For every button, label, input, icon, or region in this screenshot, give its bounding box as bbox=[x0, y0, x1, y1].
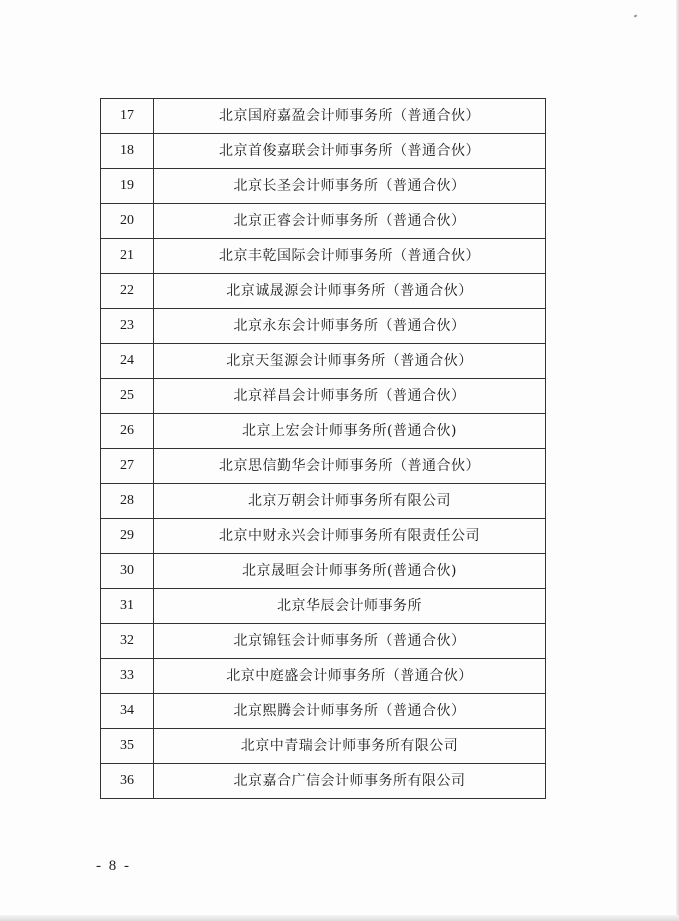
firm-name: 北京永东会计师事务所（普通合伙） bbox=[154, 309, 546, 344]
firm-name: 北京正睿会计师事务所（普通合伙） bbox=[154, 204, 546, 239]
row-number: 27 bbox=[101, 449, 154, 484]
table-row bbox=[101, 764, 546, 799]
table-row bbox=[101, 239, 546, 274]
table-row bbox=[101, 204, 546, 239]
firm-list-body bbox=[101, 99, 546, 799]
row-number: 24 bbox=[101, 344, 154, 379]
table-row bbox=[101, 169, 546, 204]
table-row bbox=[101, 519, 546, 554]
firm-name: 北京思信勤华会计师事务所（普通合伙） bbox=[154, 449, 546, 484]
firm-name: 北京中庭盛会计师事务所（普通合伙） bbox=[154, 659, 546, 694]
table-row bbox=[101, 624, 546, 659]
row-number: 20 bbox=[101, 204, 154, 239]
firm-name: 北京首俊嘉联会计师事务所（普通合伙） bbox=[154, 134, 546, 169]
table-row bbox=[101, 659, 546, 694]
table-row bbox=[101, 694, 546, 729]
row-number: 23 bbox=[101, 309, 154, 344]
table-row bbox=[101, 379, 546, 414]
row-number: 22 bbox=[101, 274, 154, 309]
row-number: 35 bbox=[101, 729, 154, 764]
table-row bbox=[101, 344, 546, 379]
firm-name: 北京熙腾会计师事务所（普通合伙） bbox=[154, 694, 546, 729]
firm-name: 北京国府嘉盈会计师事务所（普通合伙） bbox=[154, 99, 546, 134]
page-number: - 8 - bbox=[96, 858, 131, 874]
firm-list-table bbox=[100, 98, 546, 799]
row-number: 31 bbox=[101, 589, 154, 624]
firm-name: 北京嘉合广信会计师事务所有限公司 bbox=[154, 764, 546, 799]
table-row bbox=[101, 484, 546, 519]
table-row bbox=[101, 99, 546, 134]
row-number: 34 bbox=[101, 694, 154, 729]
firm-name: 北京晟晅会计师事务所(普通合伙) bbox=[154, 554, 546, 589]
page-bottom-shadow bbox=[0, 915, 679, 921]
row-number: 17 bbox=[101, 99, 154, 134]
firm-name: 北京长圣会计师事务所（普通合伙） bbox=[154, 169, 546, 204]
firm-name: 北京华辰会计师事务所 bbox=[154, 589, 546, 624]
firm-name: 北京诚晟源会计师事务所（普通合伙） bbox=[154, 274, 546, 309]
row-number: 18 bbox=[101, 134, 154, 169]
row-number: 25 bbox=[101, 379, 154, 414]
table-row bbox=[101, 309, 546, 344]
row-number: 28 bbox=[101, 484, 154, 519]
row-number: 21 bbox=[101, 239, 154, 274]
row-number: 26 bbox=[101, 414, 154, 449]
row-number: 30 bbox=[101, 554, 154, 589]
firm-name: 北京万朝会计师事务所有限公司 bbox=[154, 484, 546, 519]
table-row bbox=[101, 274, 546, 309]
firm-name: 北京丰乾国际会计师事务所（普通合伙） bbox=[154, 239, 546, 274]
firm-name: 北京中财永兴会计师事务所有限责任公司 bbox=[154, 519, 546, 554]
table-row bbox=[101, 729, 546, 764]
table-row bbox=[101, 589, 546, 624]
row-number: 29 bbox=[101, 519, 154, 554]
firm-name: 北京锦钰会计师事务所（普通合伙） bbox=[154, 624, 546, 659]
firm-name: 北京中青瑞会计师事务所有限公司 bbox=[154, 729, 546, 764]
table-row bbox=[101, 554, 546, 589]
scan-speck bbox=[634, 14, 638, 17]
row-number: 36 bbox=[101, 764, 154, 799]
row-number: 33 bbox=[101, 659, 154, 694]
firm-name: 北京祥昌会计师事务所（普通合伙） bbox=[154, 379, 546, 414]
row-number: 32 bbox=[101, 624, 154, 659]
table-row bbox=[101, 449, 546, 484]
firm-name: 北京上宏会计师事务所(普通合伙) bbox=[154, 414, 546, 449]
row-number: 19 bbox=[101, 169, 154, 204]
table-row bbox=[101, 414, 546, 449]
firm-name: 北京天玺源会计师事务所（普通合伙） bbox=[154, 344, 546, 379]
table-row bbox=[101, 134, 546, 169]
